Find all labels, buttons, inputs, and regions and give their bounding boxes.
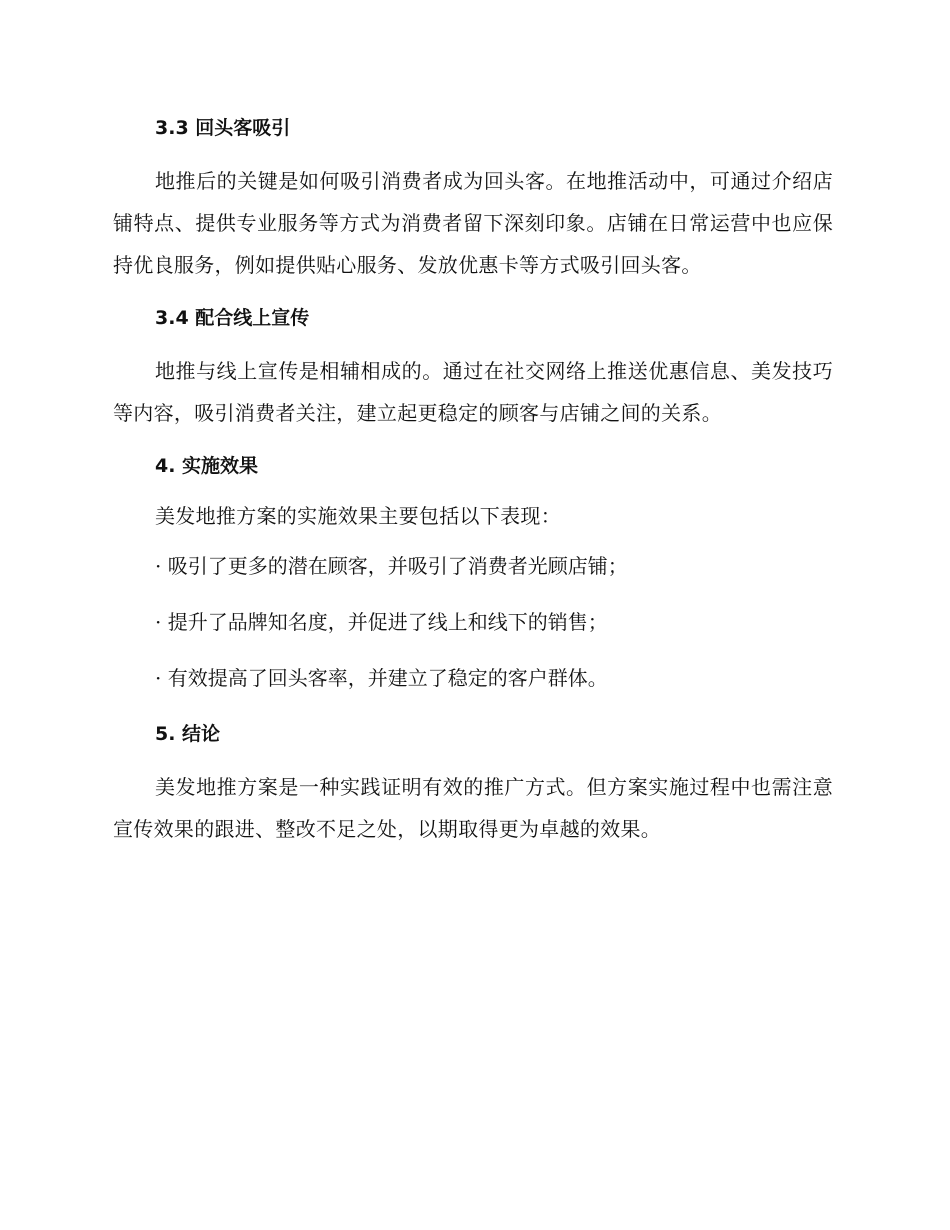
list-item: · 有效提高了回头客率，并建立了稳定的客户群体。 — [155, 666, 608, 690]
section-heading-5: 5. 结论 — [155, 723, 221, 745]
section-heading-3-4: 3.4 配合线上宣传 — [155, 307, 310, 329]
list-item: · 吸引了更多的潜在顾客，并吸引了消费者光顾店铺； — [155, 554, 628, 578]
document-body — [113, 110, 833, 864]
section-intro-4: 美发地推方案的实施效果主要包括以下表现： — [155, 504, 561, 528]
list-item: · 提升了品牌知名度，并促进了线上和线下的销售； — [155, 610, 608, 634]
section-paragraph-3-4: 地推与线上宣传是相辅相成的。通过在社交网络上推送优惠信息、美发技巧等内容，吸引消费者关注，建立起更稳定的顾客与店铺之间的关系。 — [113, 359, 833, 425]
section-heading-3-3: 3.3 回头客吸引 — [155, 117, 291, 139]
section-paragraph-3-3: 地推后的关键是如何吸引消费者成为回头客。在地推活动中，可通过介绍店铺特点、提供专业服务等方式为消费者留下深刻印象。店铺在日常运营中也应保持优良服务，例如提供贴心服务、发放优惠卡等方式吸引回头客。 — [113, 169, 833, 277]
section-paragraph-5: 美发地推方案是一种实践证明有效的推广方式。但方案实施过程中也需注意宣传效果的跟进、整改不足之处，以期取得更为卓越的效果。 — [113, 775, 833, 841]
section-heading-4: 4. 实施效果 — [155, 455, 259, 477]
